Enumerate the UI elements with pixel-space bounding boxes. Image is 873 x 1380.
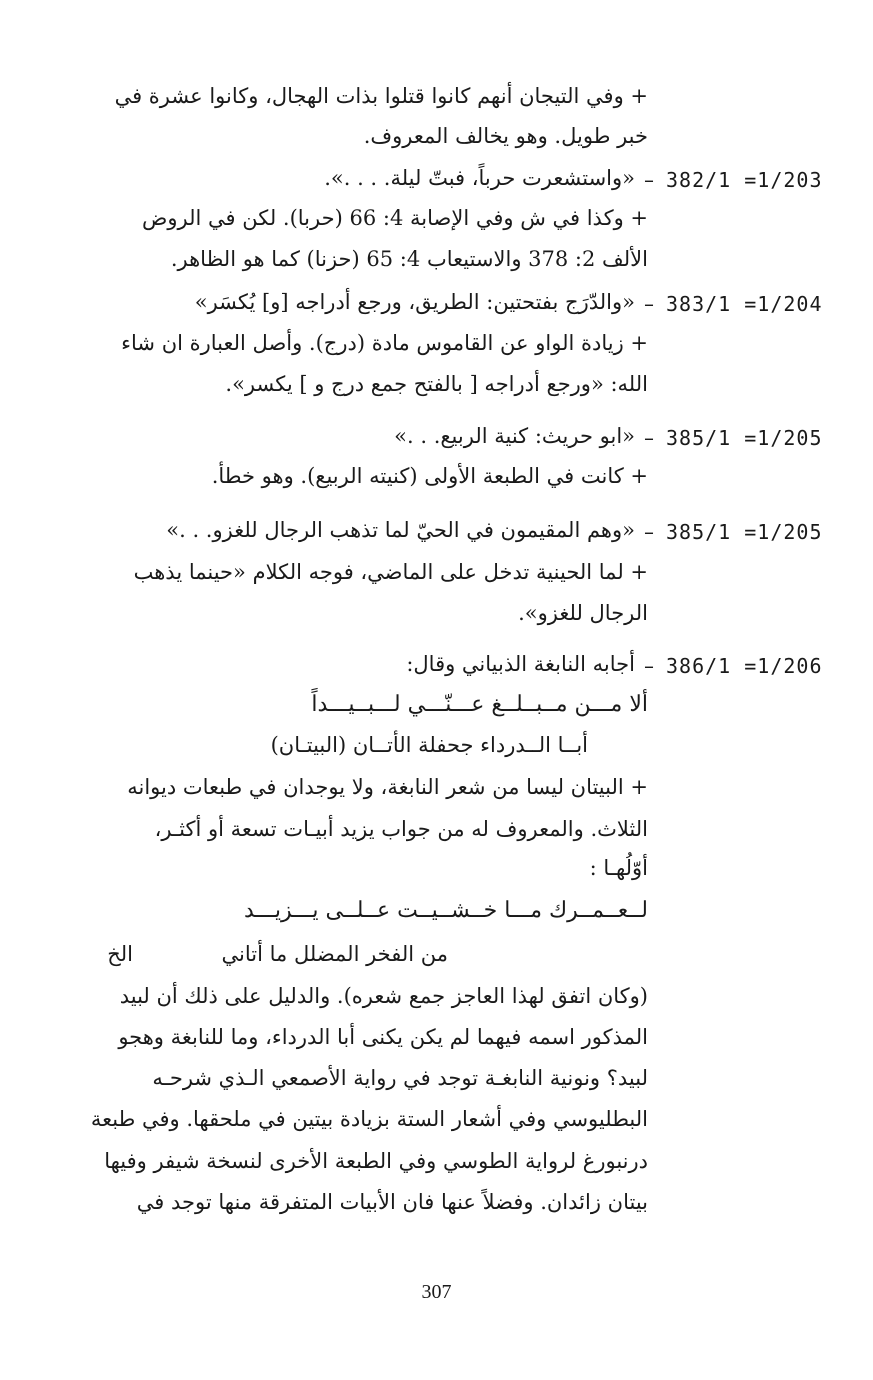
quoted-text: «ابو حريث: كنية الربيع. . .» bbox=[394, 424, 635, 448]
verse-hemistich: لــعــمــرك مـــا خــشــيــت عــلــى يـــزيـــد bbox=[243, 898, 648, 923]
body-line: الله: «ورجع أدراجه [ بالفتح جمع درج و ] يكسر». bbox=[225, 372, 648, 396]
separator-dash: – bbox=[644, 292, 654, 316]
page-reference: 385/1 =1/205 bbox=[666, 520, 823, 544]
body-line: درنبورغ لرواية الطوسي وفي الطبعة الأخرى لنسخة شيفر وفيها bbox=[104, 1149, 648, 1173]
body-line: + كانت في الطبعة الأولى (كنيته الربيع). وهو خطأ. bbox=[211, 464, 648, 488]
verse-hemistich: من الفخر المضلل ما أتاني bbox=[221, 942, 448, 966]
quoted-text: «والدّرَج بفتحتين: الطريق، ورجع أدراجه [و] يُكسَر» bbox=[194, 290, 635, 314]
body-line: الثلاث. والمعروف له من جواب يزيد أبيـات تسعة أو أكثـر، bbox=[154, 817, 648, 841]
verse-etc: الخ bbox=[107, 942, 133, 966]
body-line: خبر طويل. وهو يخالف المعروف. bbox=[363, 124, 648, 148]
separator-dash: – bbox=[644, 426, 654, 450]
page-number: 307 bbox=[421, 1281, 452, 1303]
body-line: (وكان اتفق لهذا العاجز جمع شعره). والدليل على ذلك أن لبيد bbox=[119, 984, 648, 1008]
verse-hemistich: ألا مـــن مــبــلــغ عـــنّـــي لـــبــيـــداً bbox=[311, 692, 648, 717]
quoted-text: «واستشعرت حرباً، فبتّ ليلة. . . .». bbox=[324, 166, 635, 190]
page-reference: 383/1 =1/204 bbox=[666, 292, 823, 316]
quoted-text: أجابه النابغة الذبياني وقال: bbox=[406, 652, 635, 676]
body-line: الألف 2: 378 والاستيعاب 4: 65 (حزنا) كما هو الظاهر. bbox=[170, 247, 648, 271]
page-reference: 386/1 =1/206 bbox=[666, 654, 823, 678]
body-line: الرجال للغزو». bbox=[518, 601, 648, 625]
separator-dash: – bbox=[644, 520, 654, 544]
body-line: + لما الحينية تدخل على الماضي، فوجه الكلام «حينما يذهب bbox=[133, 560, 648, 584]
page-reference: 382/1 =1/203 bbox=[666, 168, 823, 192]
body-line: البطليوسي وفي أشعار الستة بزيادة بيتين في ملحقها. وفي طبعة bbox=[90, 1107, 648, 1131]
body-line: بيتان زائدان. وفضلاً عنها فان الأبيات المتفرقة منها توجد في bbox=[136, 1190, 648, 1214]
quoted-text: «وهم المقيمون في الحيّ لما تذهب الرجال للغزو. . .» bbox=[166, 518, 635, 542]
separator-dash: – bbox=[644, 168, 654, 192]
body-line: لبيد؟ ونونية النابغـة توجد في رواية الأصمعي الـذي شرحـه bbox=[152, 1066, 648, 1090]
body-line: المذكور اسمه فيهما لم يكن يكنى أبا الدرداء، وما للنابغة وهجو bbox=[118, 1025, 648, 1049]
body-line: + البيتان ليسا من شعر النابغة، ولا يوجدان في طبعات ديوانه bbox=[127, 775, 648, 799]
body-line: + زيادة الواو عن القاموس مادة (درج). وأصل العبارة ان شاء bbox=[121, 331, 648, 355]
page-reference: 385/1 =1/205 bbox=[666, 426, 823, 450]
verse-hemistich: أبــا الــدرداء جحفلة الأتــان (البيتـان) bbox=[270, 733, 588, 757]
body-line: أوّلُهـا : bbox=[589, 856, 648, 880]
body-line: + وفي التيجان أنهم كانوا قتلوا بذات الهجال، وكانوا عشرة في bbox=[114, 84, 648, 108]
separator-dash: – bbox=[644, 654, 654, 678]
body-line: + وكذا في ش وفي الإصابة 4: 66 (حربا). لكن في الروض bbox=[142, 206, 648, 230]
